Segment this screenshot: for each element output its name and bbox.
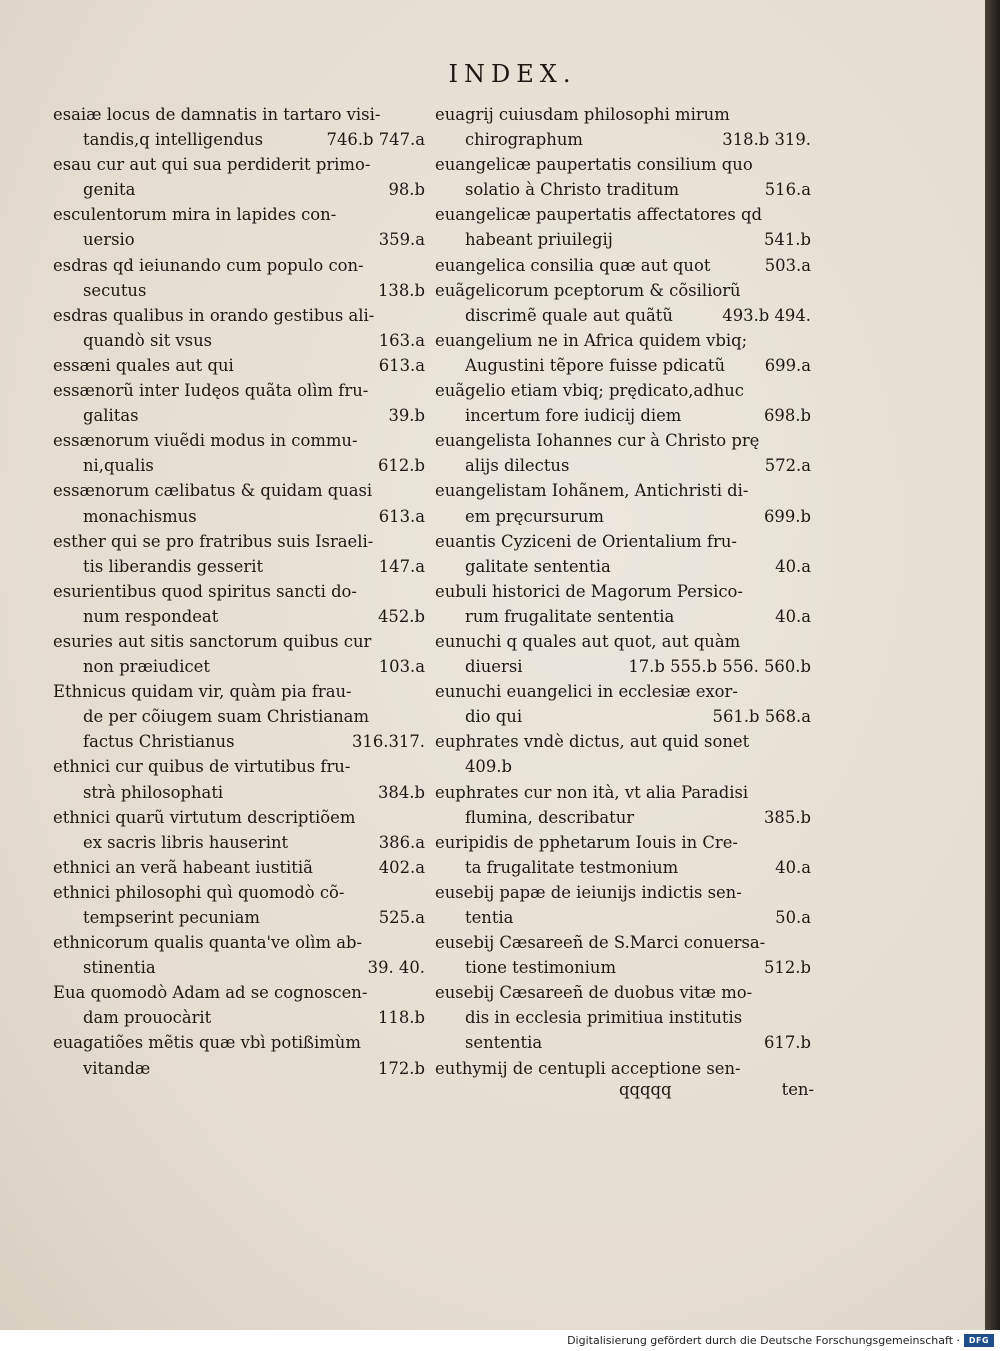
entry-last-line (435, 227, 811, 252)
entry-line: euãgelicorum pceptorum & cõsiliorũ (435, 280, 741, 300)
entry-last-line (53, 127, 425, 152)
index-entry (53, 102, 425, 152)
entry-text: galitas (83, 406, 139, 426)
entry-last-line (435, 955, 811, 980)
index-entry (53, 378, 425, 428)
entry-text: solatio à Christo traditum (465, 180, 680, 200)
entry-page-ref: 699.b (764, 506, 811, 526)
entry-last-line (53, 830, 425, 855)
catchline (619, 1080, 814, 1105)
entry-line: esculentorum mira in lapides con- (53, 205, 337, 225)
index-entry (435, 980, 811, 1055)
index-entry (53, 754, 425, 804)
entry-text: sententia (465, 1033, 543, 1053)
entry-page-ref: 512.b (764, 958, 811, 978)
entry-line: euantis Cyziceni de Orientalium fru- (435, 531, 737, 551)
entry-page-ref: 561.b 568.a (712, 707, 811, 727)
entry-line: esau cur aut qui sua perdiderit primo- (53, 155, 371, 175)
entry-last-line (53, 780, 425, 805)
index-column-right (435, 102, 811, 1081)
entry-text: diuersi (465, 657, 523, 677)
entry-line: esdras qd ieiunando cum populo con- (53, 255, 364, 275)
entry-line: euphrates vndè dictus, aut quid sonet (435, 732, 750, 752)
entry-text: secutus (83, 280, 147, 300)
entry-page-ref: 359.a (378, 230, 425, 250)
digitization-footer (0, 1330, 1000, 1351)
entry-text: tandis,q intelligendus (83, 130, 263, 150)
entry-line: eusebij papæ de ieiunijs indictis sen- (435, 882, 742, 902)
entry-line: essænorum viuẽdi modus in commu- (53, 431, 358, 451)
index-entry (435, 629, 811, 679)
entry-page-ref: 503.a (764, 255, 811, 275)
entry-page-ref: 39.b (388, 406, 425, 426)
entry-page-ref: 402.a (378, 857, 425, 877)
index-entry (53, 1030, 425, 1080)
entry-last-line (435, 177, 811, 202)
entry-text: ex sacris libris hauserint (83, 832, 289, 852)
entry-text: em pręcursurum (465, 506, 604, 526)
index-entry (435, 152, 811, 202)
index-entry (435, 478, 811, 528)
entry-line: ethnici quarũ virtutum descriptiõem (53, 807, 356, 827)
entry-page-ref: 612.b (378, 456, 425, 476)
entry-last-line (53, 554, 425, 579)
book-edge (985, 0, 1000, 1330)
entry-page-ref: 613.a (378, 355, 425, 375)
entry-page-ref: 147.a (378, 556, 425, 576)
entry-line: ethnici cur quibus de virtutibus fru- (53, 757, 351, 777)
entry-line: euangelium ne in Africa quidem vbiq; (435, 330, 748, 350)
entry-text: tione testimonium (465, 958, 616, 978)
entry-text: num respondeat (83, 606, 219, 626)
entry-line: dis in ecclesia primitiua institutis (465, 1008, 743, 1028)
entry-last-line (53, 905, 425, 930)
dfg-logo: DFG (964, 1334, 994, 1347)
entry-text: alijs dilectus (465, 456, 570, 476)
entry-text: vitandæ (83, 1058, 151, 1078)
entry-line: euangelicæ paupertatis affectatores qd (435, 205, 762, 225)
entry-last-line (53, 504, 425, 529)
entry-last-line (53, 403, 425, 428)
entry-line: esurientibus quod spiritus sancti do- (53, 581, 357, 601)
entry-page-ref: 617.b (764, 1033, 811, 1053)
index-entry (53, 428, 425, 478)
entry-line: eusebij Cæsareeñ de S.Marci conuersa- (435, 933, 766, 953)
entry-line: euripidis de pphetarum Iouis in Cre- (435, 832, 738, 852)
entry-last-line (435, 504, 811, 529)
catchword: ten- (781, 1080, 814, 1099)
entry-page-ref: 516.a (764, 180, 811, 200)
entry-last-line (53, 177, 425, 202)
entry-page-ref: 138.b (378, 280, 425, 300)
entry-line: esaiæ locus de damnatis in tartaro visi- (53, 105, 381, 124)
index-entry (435, 579, 811, 629)
entry-text: factus Christianus (83, 732, 235, 752)
entry-line: Ethnicus quidam vir, quàm pia frau- (53, 682, 352, 702)
entry-text: galitate sententia (465, 556, 611, 576)
index-entry (53, 353, 425, 378)
entry-line: euagatiões mẽtis quæ vbì potißimùm (53, 1033, 361, 1053)
entry-line: eunuchi euangelici in ecclesiæ exor- (435, 682, 738, 702)
index-column-left (53, 102, 425, 1081)
entry-last-line (435, 704, 811, 729)
entry-last-line (435, 353, 811, 378)
entry-text: essæni quales aut qui (53, 355, 234, 375)
index-entry (435, 328, 811, 378)
entry-last-line (53, 453, 425, 478)
entry-line: ethnicorum qualis quanta've olìm ab- (53, 933, 363, 953)
entry-page-ref: 316.317. (352, 732, 425, 752)
index-entry (435, 830, 811, 880)
entry-last-line (53, 654, 425, 679)
entry-text: Augustini tẽpore fuisse pdicatũ (465, 355, 726, 375)
entry-last-line (435, 905, 811, 930)
entry-text: strà philosophati (83, 782, 224, 802)
entry-text: habeant priuilegij (465, 230, 613, 250)
entry-text: non præiudicet (83, 657, 210, 677)
index-entry (435, 378, 811, 428)
index-entry (53, 855, 425, 880)
entry-last-line (53, 278, 425, 303)
entry-line: euangelicæ paupertatis consilium quo (435, 155, 753, 175)
index-entry (53, 478, 425, 528)
entry-last-line (435, 604, 811, 629)
entry-page-ref: 118.b (378, 1008, 425, 1028)
entry-line: euangelistam Iohãnem, Antichristi di- (435, 481, 749, 501)
index-entry (53, 980, 425, 1030)
index-entry (435, 1056, 811, 1081)
entry-line: Eua quomodò Adam ad se cognoscen- (53, 983, 368, 1003)
entry-last-line (435, 127, 811, 152)
entry-text: dio qui (465, 707, 523, 727)
index-entry (435, 102, 811, 152)
entry-line: ethnici philosophi quì quomodò cõ- (53, 882, 345, 902)
signature-mark: qqqqq (619, 1080, 672, 1099)
entry-page-ref: 17.b 555.b 556. 560.b (628, 657, 811, 677)
entry-last-line (53, 855, 425, 880)
entry-page-ref: 493.b 494. (722, 305, 811, 325)
entry-page-ref: 541.b (764, 230, 811, 250)
entry-page-ref: 98.b (388, 180, 425, 200)
index-entry (53, 152, 425, 202)
entry-page-ref: 385.b (764, 807, 811, 827)
entry-line: eubuli historici de Magorum Persico- (435, 581, 743, 601)
entry-line: euãgelio etiam vbiq; prędicato,adhuc (435, 381, 744, 401)
index-entry (435, 278, 811, 328)
entry-text: tentia (465, 908, 514, 927)
entry-page-ref: 163.a (378, 330, 425, 350)
entry-last-line (435, 253, 811, 278)
entry-page-ref: 40.a (775, 556, 811, 576)
entry-last-line (435, 403, 811, 428)
entry-page-ref: 384.b (378, 782, 425, 802)
entry-last-line (435, 554, 811, 579)
entry-last-line (435, 805, 811, 830)
entry-last-line (435, 654, 811, 679)
entry-page-ref: 103.a (378, 657, 425, 677)
entry-line: esuries aut sitis sanctorum quibus cur (53, 631, 372, 651)
entry-line: eusebij Cæsareeñ de duobus vitæ mo- (435, 983, 753, 1003)
entry-last-line (435, 855, 811, 880)
entry-page-ref: 50.a (775, 908, 811, 927)
entry-last-line (53, 227, 425, 252)
entry-line: euangelista Iohannes cur à Christo prę (435, 431, 760, 451)
entry-page-ref: 172.b (378, 1058, 425, 1078)
entry-line: esther qui se pro fratribus suis Israeli- (53, 531, 374, 551)
entry-text: euangelica consilia quæ aut quot (435, 255, 711, 275)
entry-last-line (435, 453, 811, 478)
entry-line: euagrij cuiusdam philosophi mirum (435, 105, 730, 124)
index-entry (53, 805, 425, 855)
entry-page-ref: 452.b (378, 606, 425, 626)
entry-text: discrimẽ quale aut quãtũ (465, 305, 673, 325)
entry-text: genita (83, 180, 136, 200)
entry-page-ref: 39. 40. (367, 958, 425, 978)
entry-line: esdras qualibus in orando gestibus ali- (53, 305, 375, 325)
index-entry (435, 253, 811, 278)
index-entry (53, 303, 425, 353)
entry-last-line (53, 955, 425, 980)
index-entry (53, 202, 425, 252)
entry-text: tempserint pecuniam (83, 908, 260, 927)
footer-credit: Digitalisierung gefördert durch die Deutsche Forschungsgemeinschaft · (567, 1334, 960, 1347)
entry-last-line (53, 353, 425, 378)
entry-text: ta frugalitate testmonium (465, 857, 679, 877)
index-entry (53, 679, 425, 754)
entry-page-ref: 40.a (775, 857, 811, 877)
index-entry (435, 202, 811, 252)
entry-last-line (53, 1056, 425, 1081)
entry-line: euphrates cur non ità, vt alia Paradisi (435, 782, 749, 802)
entry-text: stinentia (83, 958, 156, 978)
entry-last-line (53, 1005, 425, 1030)
entry-page-ref: 40.a (775, 606, 811, 626)
index-entry (435, 529, 811, 579)
entry-text: 409.b (465, 757, 512, 777)
entry-text: rum frugalitate sententia (465, 606, 675, 626)
entry-line: essænorum cælibatus & quidam quasi (53, 481, 373, 501)
entry-last-line (435, 303, 811, 328)
entry-last-line (53, 604, 425, 629)
entry-last-line (53, 328, 425, 353)
entry-text: monachismus (83, 506, 197, 526)
entry-page-ref: 699.a (764, 355, 811, 375)
index-entry (435, 780, 811, 830)
index-entry (53, 880, 425, 930)
entry-line: de per cõiugem suam Christianam (83, 707, 369, 727)
index-entry (53, 253, 425, 303)
entry-page-ref: 525.a (378, 908, 425, 927)
entry-text: flumina, describatur (465, 807, 635, 827)
index-entry (53, 529, 425, 579)
index-entry (53, 629, 425, 679)
entry-text: quandò sit vsus (83, 330, 213, 350)
entry-last-line (435, 1030, 811, 1055)
entry-text: dam prouocàrit (83, 1008, 212, 1028)
index-entry (435, 428, 811, 478)
entry-page-ref: 572.a (764, 456, 811, 476)
index-entry (435, 729, 811, 779)
entry-text: ni,qualis (83, 456, 154, 476)
index-entry (435, 930, 811, 980)
entry-page-ref: 698.b (764, 406, 811, 426)
entry-last-line (435, 1056, 811, 1081)
index-entry (435, 679, 811, 729)
entry-text: tis liberandis gesserit (83, 556, 264, 576)
entry-page-ref: 386.a (378, 832, 425, 852)
entry-line: essænorũ inter Iudęos quãta olìm fru- (53, 381, 369, 401)
entry-text: chirographum (465, 130, 583, 150)
entry-text: ethnici an verã habeant iustitiã (53, 857, 313, 877)
entry-last-line (435, 754, 811, 779)
index-entry (435, 880, 811, 930)
entry-text: euthymij de centupli acceptione sen- (435, 1058, 741, 1078)
index-entry (53, 579, 425, 629)
entry-last-line (53, 729, 425, 754)
page-header: INDEX. (448, 60, 577, 88)
index-entry (53, 930, 425, 980)
entry-page-ref: 318.b 319. (722, 130, 811, 150)
entry-page-ref: 613.a (378, 506, 425, 526)
entry-text: uersio (83, 230, 135, 250)
entry-text: incertum fore iudicij diem (465, 406, 682, 426)
entry-line: eunuchi q quales aut quot, aut quàm (435, 631, 741, 651)
entry-page-ref: 746.b 747.a (326, 130, 425, 150)
